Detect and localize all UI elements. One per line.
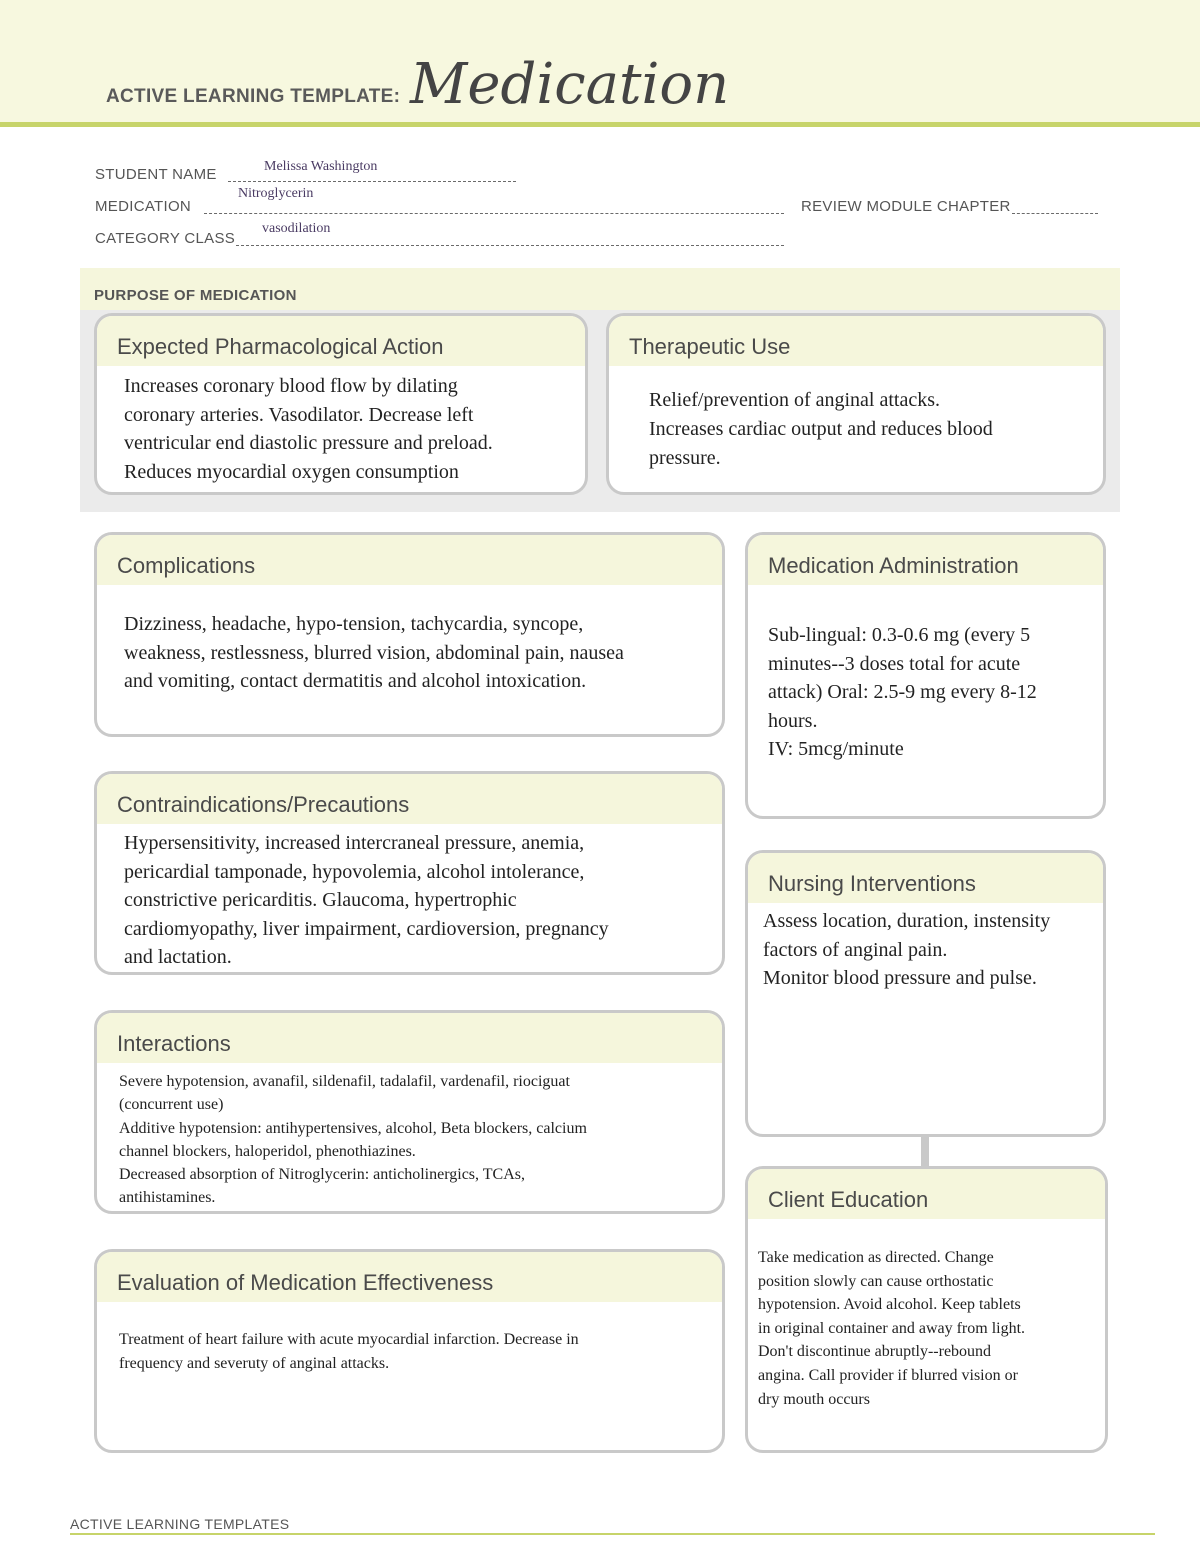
category-class-line bbox=[236, 245, 784, 246]
template-label: ACTIVE LEARNING TEMPLATE: bbox=[106, 86, 401, 107]
interactions-title: Interactions bbox=[97, 1013, 722, 1063]
expected-action-box bbox=[94, 313, 588, 495]
complications-text[interactable]: Dizziness, headache, hypo-tension, tachycardia, syncope, weakness, restlessness, blurred vision, abdominal pain, nausea and vomiting, contact dermatitis and alcohol intoxication. bbox=[124, 613, 624, 692]
contraindications-box bbox=[94, 771, 725, 975]
therapeutic-use-text[interactable]: Relief/prevention of anginal attacks. Increases cardiac output and reduces blood pressure. bbox=[649, 389, 993, 469]
client-education-box bbox=[745, 1166, 1108, 1453]
therapeutic-use-title: Therapeutic Use bbox=[609, 316, 1103, 366]
student-name-line bbox=[228, 181, 516, 182]
client-education-text[interactable]: Take medication as directed. Change position slowly can cause orthostatic hypotension. Avoid alcohol. Keep tablets in original container and away from light. Don't discontinue abruptly--rebound angina. Call provider if blurred vision or dry mouth occurs bbox=[758, 1249, 1026, 1408]
expected-action-text[interactable]: Increases coronary blood flow by dilating coronary arteries. Vasodilator. Decrease left ventricular end diastolic pressure and preload. Reduces myocardial oxygen consumption bbox=[124, 375, 493, 483]
expected-action-title: Expected Pharmacological Action bbox=[97, 316, 585, 366]
nursing-interventions-title: Nursing Interventions bbox=[748, 853, 1103, 903]
medication-label: MEDICATION bbox=[95, 198, 192, 215]
administration-text[interactable]: Sub-lingual: 0.3-0.6 mg (every 5 minutes--3 doses total for acute attack) Oral: 2.5-9 mg every 8-12 hours. IV: 5mcg/minute bbox=[768, 624, 1037, 760]
category-class-label: CATEGORY CLASS bbox=[95, 230, 236, 247]
review-module-label: REVIEW MODULE CHAPTER bbox=[801, 198, 1011, 215]
interactions-text[interactable]: Severe hypotension, avanafil, sildenafil, tadalafil, vardenafil, riociguat (concurrent use) Additive hypotension: antihypertensives, alcohol, Beta blockers, calcium channel blockers, haloperidol, phenothiazines. Decreased absorption of Nitroglycerin: anticholinergics, TCAs, antihistamines. bbox=[119, 1073, 587, 1207]
contraindications-title: Contraindications/Precautions bbox=[97, 774, 722, 824]
evaluation-box bbox=[94, 1249, 725, 1453]
medication-value[interactable]: Nitroglycerin bbox=[238, 186, 314, 201]
category-class-value[interactable]: vasodilation bbox=[262, 221, 331, 236]
contraindications-text[interactable]: Hypersensitivity, increased intercraneal pressure, anemia, pericardial tamponade, hypovolemia, alcohol intolerance, constrictive pericarditis. Glaucoma, hypertrophic cardiomyopathy, liver impairment, cardioversion, pregnancy and lactation. bbox=[124, 832, 609, 968]
box-connector bbox=[921, 1136, 929, 1166]
complications-title: Complications bbox=[97, 535, 722, 585]
evaluation-text[interactable]: Treatment of heart failure with acute myocardial infarction. Decrease in frequency and severuty of anginal attacks. bbox=[119, 1331, 579, 1372]
header-rule bbox=[0, 122, 1200, 127]
nursing-interventions-box bbox=[745, 850, 1106, 1137]
evaluation-title: Evaluation of Medication Effectiveness bbox=[97, 1252, 722, 1302]
therapeutic-use-box bbox=[606, 313, 1106, 495]
student-name-value[interactable]: Melissa Washington bbox=[264, 159, 378, 174]
administration-title: Medication Administration bbox=[748, 535, 1103, 585]
medication-line bbox=[204, 213, 784, 214]
footer-label: ACTIVE LEARNING TEMPLATES bbox=[70, 1516, 290, 1532]
purpose-label: PURPOSE OF MEDICATION bbox=[94, 287, 297, 304]
interactions-box bbox=[94, 1010, 725, 1214]
page-title: Medication bbox=[410, 52, 730, 117]
client-education-title: Client Education bbox=[748, 1169, 1105, 1219]
administration-box bbox=[745, 532, 1106, 819]
footer-rule bbox=[70, 1533, 1155, 1535]
nursing-interventions-text[interactable]: Assess location, duration, instensity factors of anginal pain. Monitor blood pressure and pulse. bbox=[763, 910, 1051, 989]
student-name-label: STUDENT NAME bbox=[95, 166, 217, 183]
complications-box bbox=[94, 532, 725, 737]
review-module-line[interactable] bbox=[1012, 213, 1098, 214]
